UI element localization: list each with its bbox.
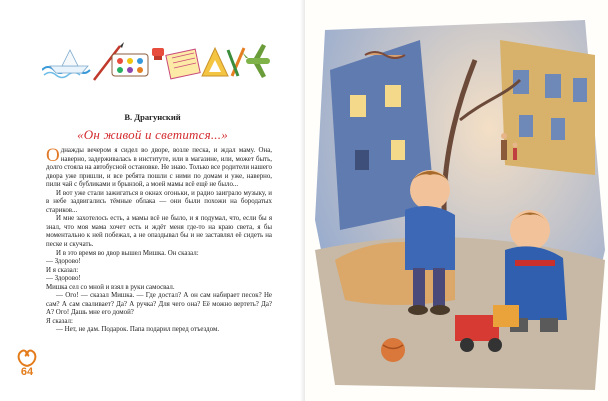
page-number-block [14,346,40,382]
story-illustration [305,0,608,401]
paragraph: И в это время во двор вышел Мишка. Он сказал: [56,249,199,257]
author-name: В. Драгунский [124,112,181,122]
ball [381,338,405,362]
dialogue-line: Я сказал: [46,317,73,325]
dialogue-line: — Здорово! [46,275,81,283]
paint-box-icon [112,54,148,76]
drop-cap: О [46,145,60,166]
airplane-icon [242,44,270,78]
triangle-ruler-icon [202,48,228,76]
paper-boat-icon [50,50,88,73]
pencil-icon [228,48,244,76]
paragraph: И вот уже стали зажигаться в окнах огоньки, и радио заиграло музыку, и в небе задвигались тёмные облака — они были похожи на бородатых стариков... [46,189,272,214]
dialogue-line: — Здорово! [46,258,81,266]
notebook-icon [166,49,200,79]
paint-tube-icon [152,48,164,60]
header-decoration [42,40,272,82]
story-title: «Он живой и светится...» [77,127,228,142]
ornament-icon [14,346,40,368]
story-text [46,147,272,335]
dialogue-line: И я сказал: [46,266,79,274]
page-number: 64 [20,366,34,378]
paragraph: Мишка сел со мной и взял в руки самосвал. [46,283,175,291]
paragraph: Однажды вечером я сидел во дворе, возле песка, и ждал маму. Она, наверно, задерживалась в институте, или в магазине, или, может быть, долго стояла на автобусной остановке. Не знаю. Только все родители нашего двора уже пришли, и все ребята пошли с ними по домам и уже, наверно, пили чай с бубликами и брынзой, а моей мамы всё ещё не было... [46,145,272,189]
dialogue-line: — Ого! — сказал Мишка. — Где достал? А он сам набирает песок? Не сам? А сам сваливает? Да? А ручка? Для чего она? Её можно вертеть? Да? А? Ого! Дашь мне его домой? [46,292,272,317]
dialogue-line: — Нет, не дам. Подарок. Папа подарил перед отъездом. [56,326,220,334]
paragraph: И мне захотелось есть, а мамы всё не было, и я подумал, что, если бы я знал, что моя мама хочет есть и ждёт меня где-то на краю света, я бы моментально к ней побежал, а не опаздывал бы и не заставлял её сидеть на песке и скучать. [46,215,272,249]
